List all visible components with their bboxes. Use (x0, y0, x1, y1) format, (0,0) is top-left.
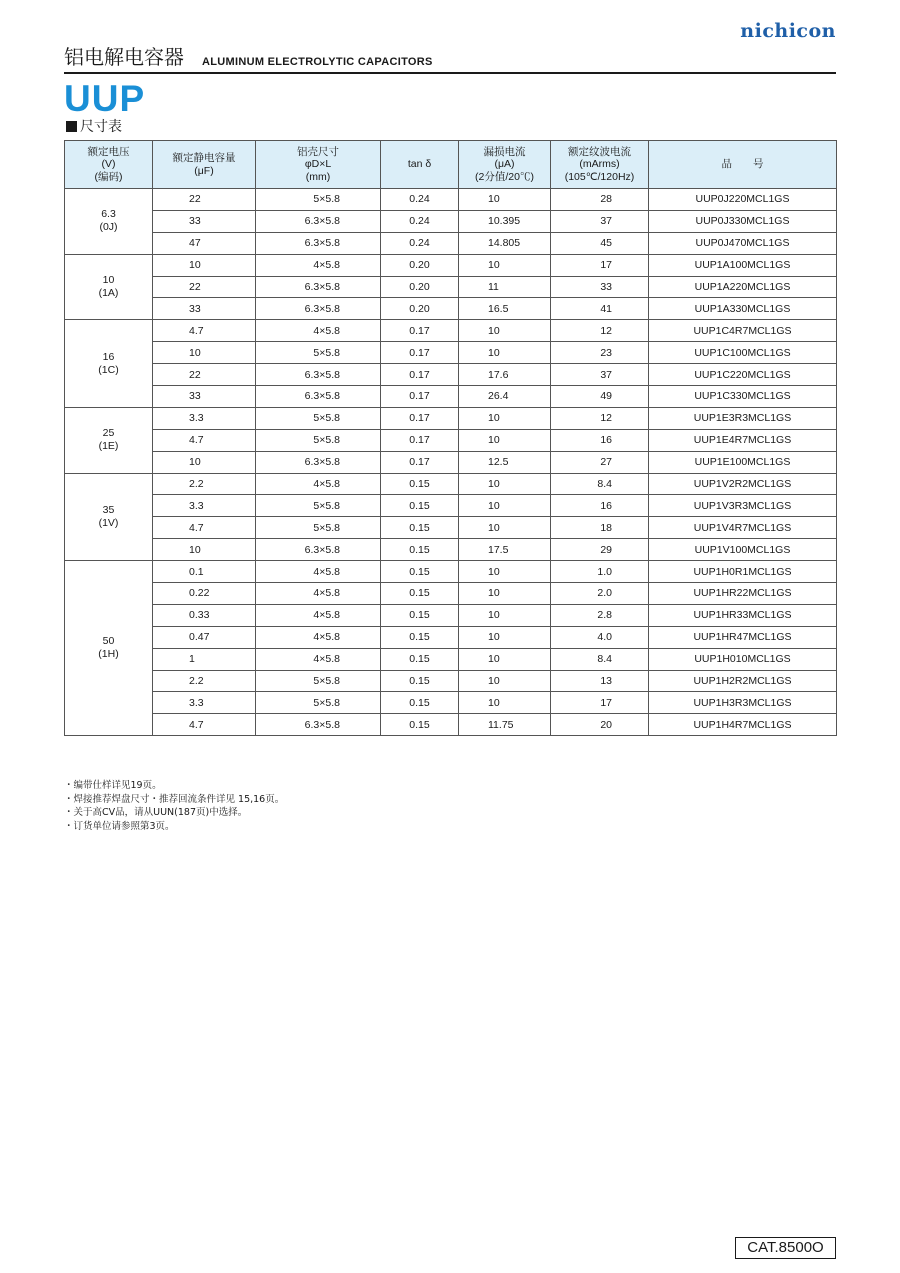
voltage-cell (65, 254, 153, 320)
case-size-cell: 6.3×5.8 (256, 276, 381, 298)
header-case-size (256, 141, 381, 189)
case-size-cell: 6.3×5.8 (256, 386, 381, 408)
leakage-cell: 10 (459, 692, 551, 714)
capacitance-cell: 22 (153, 276, 256, 298)
ripple-cell: 16 (551, 429, 649, 451)
leakage-cell: 26.4 (459, 386, 551, 408)
title-chinese: 铝电解电容器 (64, 45, 184, 69)
voltage-value: 10 (102, 274, 115, 286)
capacitance-cell: 2.2 (153, 473, 256, 495)
leakage-cell: 10 (459, 670, 551, 692)
case-size-cell: 6.3×5.8 (256, 714, 381, 736)
tan-delta-cell: 0.15 (381, 583, 459, 605)
leakage-cell: 16.5 (459, 298, 551, 320)
part-number-cell: UUP1A330MCL1GS (649, 298, 837, 320)
capacitance-cell: 2.2 (153, 670, 256, 692)
table-row (65, 517, 837, 539)
table-row (65, 604, 837, 626)
part-number-cell: UUP1E3R3MCL1GS (649, 407, 837, 429)
table-row (65, 583, 837, 605)
case-size-cell: 4×5.8 (256, 626, 381, 648)
capacitance-cell: 0.22 (153, 583, 256, 605)
square-bullet-icon (66, 121, 77, 132)
table-row (65, 539, 837, 561)
capacitance-cell: 3.3 (153, 692, 256, 714)
tan-delta-cell: 0.15 (381, 670, 459, 692)
tan-delta-cell: 0.17 (381, 364, 459, 386)
part-number-cell: UUP1V2R2MCL1GS (649, 473, 837, 495)
tan-delta-cell: 0.17 (381, 451, 459, 473)
table-row (65, 648, 837, 670)
leakage-cell: 12.5 (459, 451, 551, 473)
brand-logo: nichicon (740, 20, 836, 42)
header-part-number (649, 141, 837, 189)
footnote: ・焊接推荐焊盘尺寸・推荐回流条件详见 15,16页。 (64, 793, 285, 805)
voltage-code: (1E) (98, 440, 119, 453)
table-row (65, 561, 837, 583)
leakage-cell: 10 (459, 254, 551, 276)
table-row (65, 232, 837, 254)
tan-delta-cell: 0.15 (381, 714, 459, 736)
tan-delta-cell: 0.15 (381, 517, 459, 539)
capacitance-cell: 3.3 (153, 407, 256, 429)
table-row (65, 407, 837, 429)
ripple-cell: 18 (551, 517, 649, 539)
capacitance-cell: 0.1 (153, 561, 256, 583)
header-line: (μA) (494, 158, 515, 171)
table-row (65, 189, 837, 211)
tan-delta-cell: 0.15 (381, 539, 459, 561)
leakage-cell: 10 (459, 517, 551, 539)
ripple-cell: 4.0 (551, 626, 649, 648)
capacitance-cell: 4.7 (153, 429, 256, 451)
header-line: 漏损电流 (483, 145, 526, 158)
header-tan-delta (381, 141, 459, 189)
dimension-table (64, 140, 837, 736)
leakage-cell: 10 (459, 473, 551, 495)
header-line: 铝壳尺寸 (297, 145, 339, 158)
voltage-code: (1C) (98, 363, 119, 376)
tan-delta-cell: 0.15 (381, 692, 459, 714)
voltage-code: (1H) (98, 648, 119, 661)
header-line: (μF) (194, 164, 214, 177)
footnotes (64, 779, 284, 833)
tan-delta-cell: 0.17 (381, 320, 459, 342)
ripple-cell: 49 (551, 386, 649, 408)
case-size-cell: 5×5.8 (256, 429, 381, 451)
ripple-cell: 2.8 (551, 604, 649, 626)
ripple-cell: 37 (551, 364, 649, 386)
capacitance-cell: 4.7 (153, 517, 256, 539)
part-number-cell: UUP1HR47MCL1GS (649, 626, 837, 648)
catalog-number: CAT.8500O (735, 1237, 836, 1259)
part-number-cell: UUP1E4R7MCL1GS (649, 429, 837, 451)
leakage-cell: 14.805 (459, 232, 551, 254)
voltage-cell (65, 407, 153, 473)
header-line: (mm) (305, 170, 331, 183)
part-number-cell: UUP1A100MCL1GS (649, 254, 837, 276)
case-size-cell: 4×5.8 (256, 583, 381, 605)
capacitance-cell: 10 (153, 254, 256, 276)
voltage-value: 6.3 (101, 208, 116, 221)
section-title (66, 118, 122, 136)
table-row (65, 210, 837, 232)
table-row (65, 473, 837, 495)
part-number-cell: UUP1H2R2MCL1GS (649, 670, 837, 692)
leakage-cell: 10 (459, 648, 551, 670)
ripple-cell: 41 (551, 298, 649, 320)
leakage-cell: 10 (459, 320, 551, 342)
leakage-cell: 10 (459, 429, 551, 451)
capacitance-cell: 1 (153, 648, 256, 670)
case-size-cell: 4×5.8 (256, 648, 381, 670)
part-number-cell: UUP1C220MCL1GS (649, 364, 837, 386)
capacitance-cell: 22 (153, 364, 256, 386)
header-line: (2分值/20℃) (475, 170, 534, 183)
case-size-cell: 6.3×5.8 (256, 298, 381, 320)
ripple-cell: 20 (551, 714, 649, 736)
case-size-cell: 4×5.8 (256, 320, 381, 342)
case-size-cell: 5×5.8 (256, 517, 381, 539)
voltage-value: 50 (102, 635, 115, 648)
part-number-cell: UUP1E100MCL1GS (649, 451, 837, 473)
capacitance-cell: 10 (153, 451, 256, 473)
case-size-cell: 4×5.8 (256, 254, 381, 276)
part-number-cell: UUP1V3R3MCL1GS (649, 495, 837, 517)
part-number-cell: UUP1H4R7MCL1GS (649, 714, 837, 736)
ripple-cell: 8.4 (551, 648, 649, 670)
header-line: tan δ (407, 158, 432, 171)
table-row (65, 320, 837, 342)
table-row (65, 254, 837, 276)
capacitance-cell: 33 (153, 298, 256, 320)
table-row (65, 626, 837, 648)
voltage-value: 35 (102, 503, 115, 516)
ripple-cell: 29 (551, 539, 649, 561)
part-number-cell: UUP1H3R3MCL1GS (649, 692, 837, 714)
footnote: ・订货单位请参照第3页。 (64, 820, 175, 832)
capacitance-cell: 4.7 (153, 714, 256, 736)
capacitance-cell: 4.7 (153, 320, 256, 342)
capacitance-cell: 10 (153, 342, 256, 364)
leakage-cell: 10 (459, 342, 551, 364)
table-row (65, 429, 837, 451)
footnote: ・编带仕样详见19页。 (64, 780, 162, 791)
leakage-cell: 10 (459, 495, 551, 517)
ripple-cell: 2.0 (551, 583, 649, 605)
voltage-cell (65, 189, 153, 255)
header-line: 额定纹波电流 (568, 145, 631, 158)
part-number-cell: UUP1HR22MCL1GS (649, 583, 837, 605)
case-size-cell: 5×5.8 (256, 670, 381, 692)
tan-delta-cell: 0.15 (381, 561, 459, 583)
leakage-cell: 10 (459, 189, 551, 211)
part-number-cell: UUP1C4R7MCL1GS (649, 320, 837, 342)
voltage-cell (65, 320, 153, 408)
header-line: (V) (101, 158, 116, 171)
table-row (65, 298, 837, 320)
leakage-cell: 17.5 (459, 539, 551, 561)
case-size-cell: 6.3×5.8 (256, 364, 381, 386)
case-size-cell: 4×5.8 (256, 561, 381, 583)
voltage-code: (1V) (98, 516, 119, 529)
case-size-cell: 6.3×5.8 (256, 539, 381, 561)
part-number-cell: UUP0J330MCL1GS (649, 210, 837, 232)
table-row (65, 342, 837, 364)
case-size-cell: 5×5.8 (256, 407, 381, 429)
tan-delta-cell: 0.15 (381, 495, 459, 517)
part-number-cell: UUP1C330MCL1GS (649, 386, 837, 408)
voltage-value: 16 (102, 350, 115, 363)
header-line: (编码) (94, 170, 123, 183)
part-number-cell: UUP0J220MCL1GS (649, 189, 837, 211)
header-line: 额定电压 (87, 145, 130, 158)
header-line: 品 号 (721, 158, 764, 171)
section-title-text: 尺寸表 (80, 119, 122, 135)
leakage-cell: 10 (459, 604, 551, 626)
tan-delta-cell: 0.24 (381, 232, 459, 254)
case-size-cell: 5×5.8 (256, 189, 381, 211)
leakage-cell: 10 (459, 626, 551, 648)
leakage-cell: 10 (459, 561, 551, 583)
header-leakage-current (459, 141, 551, 189)
capacitance-cell: 3.3 (153, 495, 256, 517)
part-number-cell: UUP1H0R1MCL1GS (649, 561, 837, 583)
header-line: φD×L (304, 158, 332, 171)
series-name: UUP (64, 78, 146, 119)
page-header (64, 44, 836, 74)
part-number-cell: UUP1V4R7MCL1GS (649, 517, 837, 539)
leakage-cell: 10.395 (459, 210, 551, 232)
tan-delta-cell: 0.15 (381, 648, 459, 670)
leakage-cell: 10 (459, 583, 551, 605)
tan-delta-cell: 0.15 (381, 626, 459, 648)
case-size-cell: 5×5.8 (256, 342, 381, 364)
leakage-cell: 17.6 (459, 364, 551, 386)
table-row (65, 386, 837, 408)
tan-delta-cell: 0.24 (381, 210, 459, 232)
table-row (65, 495, 837, 517)
leakage-cell: 11 (459, 276, 551, 298)
tan-delta-cell: 0.17 (381, 386, 459, 408)
case-size-cell: 4×5.8 (256, 473, 381, 495)
tan-delta-cell: 0.17 (381, 342, 459, 364)
header-ripple-current (551, 141, 649, 189)
capacitance-cell: 10 (153, 539, 256, 561)
voltage-cell (65, 473, 153, 561)
table-header-row (65, 141, 837, 189)
ripple-cell: 17 (551, 254, 649, 276)
voltage-cell (65, 561, 153, 736)
part-number-cell: UUP0J470MCL1GS (649, 232, 837, 254)
capacitance-cell: 47 (153, 232, 256, 254)
header-capacitance (153, 141, 256, 189)
capacitance-cell: 0.47 (153, 626, 256, 648)
tan-delta-cell: 0.17 (381, 407, 459, 429)
capacitance-cell: 22 (153, 189, 256, 211)
part-number-cell: UUP1C100MCL1GS (649, 342, 837, 364)
title-english: ALUMINUM ELECTROLYTIC CAPACITORS (202, 56, 433, 68)
ripple-cell: 16 (551, 495, 649, 517)
ripple-cell: 13 (551, 670, 649, 692)
tan-delta-cell: 0.24 (381, 189, 459, 211)
ripple-cell: 33 (551, 276, 649, 298)
table-body (65, 189, 837, 736)
header-line: (105℃/120Hz) (564, 170, 635, 183)
table-row (65, 276, 837, 298)
part-number-cell: UUP1A220MCL1GS (649, 276, 837, 298)
capacitance-cell: 0.33 (153, 604, 256, 626)
ripple-cell: 12 (551, 407, 649, 429)
ripple-cell: 28 (551, 189, 649, 211)
voltage-value: 25 (102, 427, 115, 440)
case-size-cell: 6.3×5.8 (256, 210, 381, 232)
ripple-cell: 12 (551, 320, 649, 342)
voltage-code: (1A) (98, 287, 119, 299)
case-size-cell: 5×5.8 (256, 495, 381, 517)
table-row (65, 670, 837, 692)
case-size-cell: 6.3×5.8 (256, 451, 381, 473)
tan-delta-cell: 0.15 (381, 473, 459, 495)
case-size-cell: 6.3×5.8 (256, 232, 381, 254)
header-line: (mArms) (579, 158, 620, 171)
tan-delta-cell: 0.20 (381, 298, 459, 320)
table-row (65, 692, 837, 714)
capacitance-cell: 33 (153, 386, 256, 408)
table-row (65, 451, 837, 473)
footnote: ・关于高CV品，请从UUN(187页)中选择。 (64, 807, 248, 818)
ripple-cell: 8.4 (551, 473, 649, 495)
header-line: 额定静电容量 (172, 152, 236, 164)
table-row (65, 364, 837, 386)
ripple-cell: 1.0 (551, 561, 649, 583)
leakage-cell: 10 (459, 407, 551, 429)
capacitance-cell: 33 (153, 210, 256, 232)
header-rated-voltage (65, 141, 153, 189)
leakage-cell: 11.75 (459, 714, 551, 736)
ripple-cell: 37 (551, 210, 649, 232)
part-number-cell: UUP1H010MCL1GS (649, 648, 837, 670)
voltage-code: (0J) (99, 221, 118, 234)
tan-delta-cell: 0.20 (381, 276, 459, 298)
case-size-cell: 4×5.8 (256, 604, 381, 626)
part-number-cell: UUP1HR33MCL1GS (649, 604, 837, 626)
part-number-cell: UUP1V100MCL1GS (649, 539, 837, 561)
ripple-cell: 45 (551, 232, 649, 254)
tan-delta-cell: 0.17 (381, 429, 459, 451)
tan-delta-cell: 0.20 (381, 254, 459, 276)
case-size-cell: 5×5.8 (256, 692, 381, 714)
table-row (65, 714, 837, 736)
ripple-cell: 23 (551, 342, 649, 364)
tan-delta-cell: 0.15 (381, 604, 459, 626)
ripple-cell: 27 (551, 451, 649, 473)
ripple-cell: 17 (551, 692, 649, 714)
